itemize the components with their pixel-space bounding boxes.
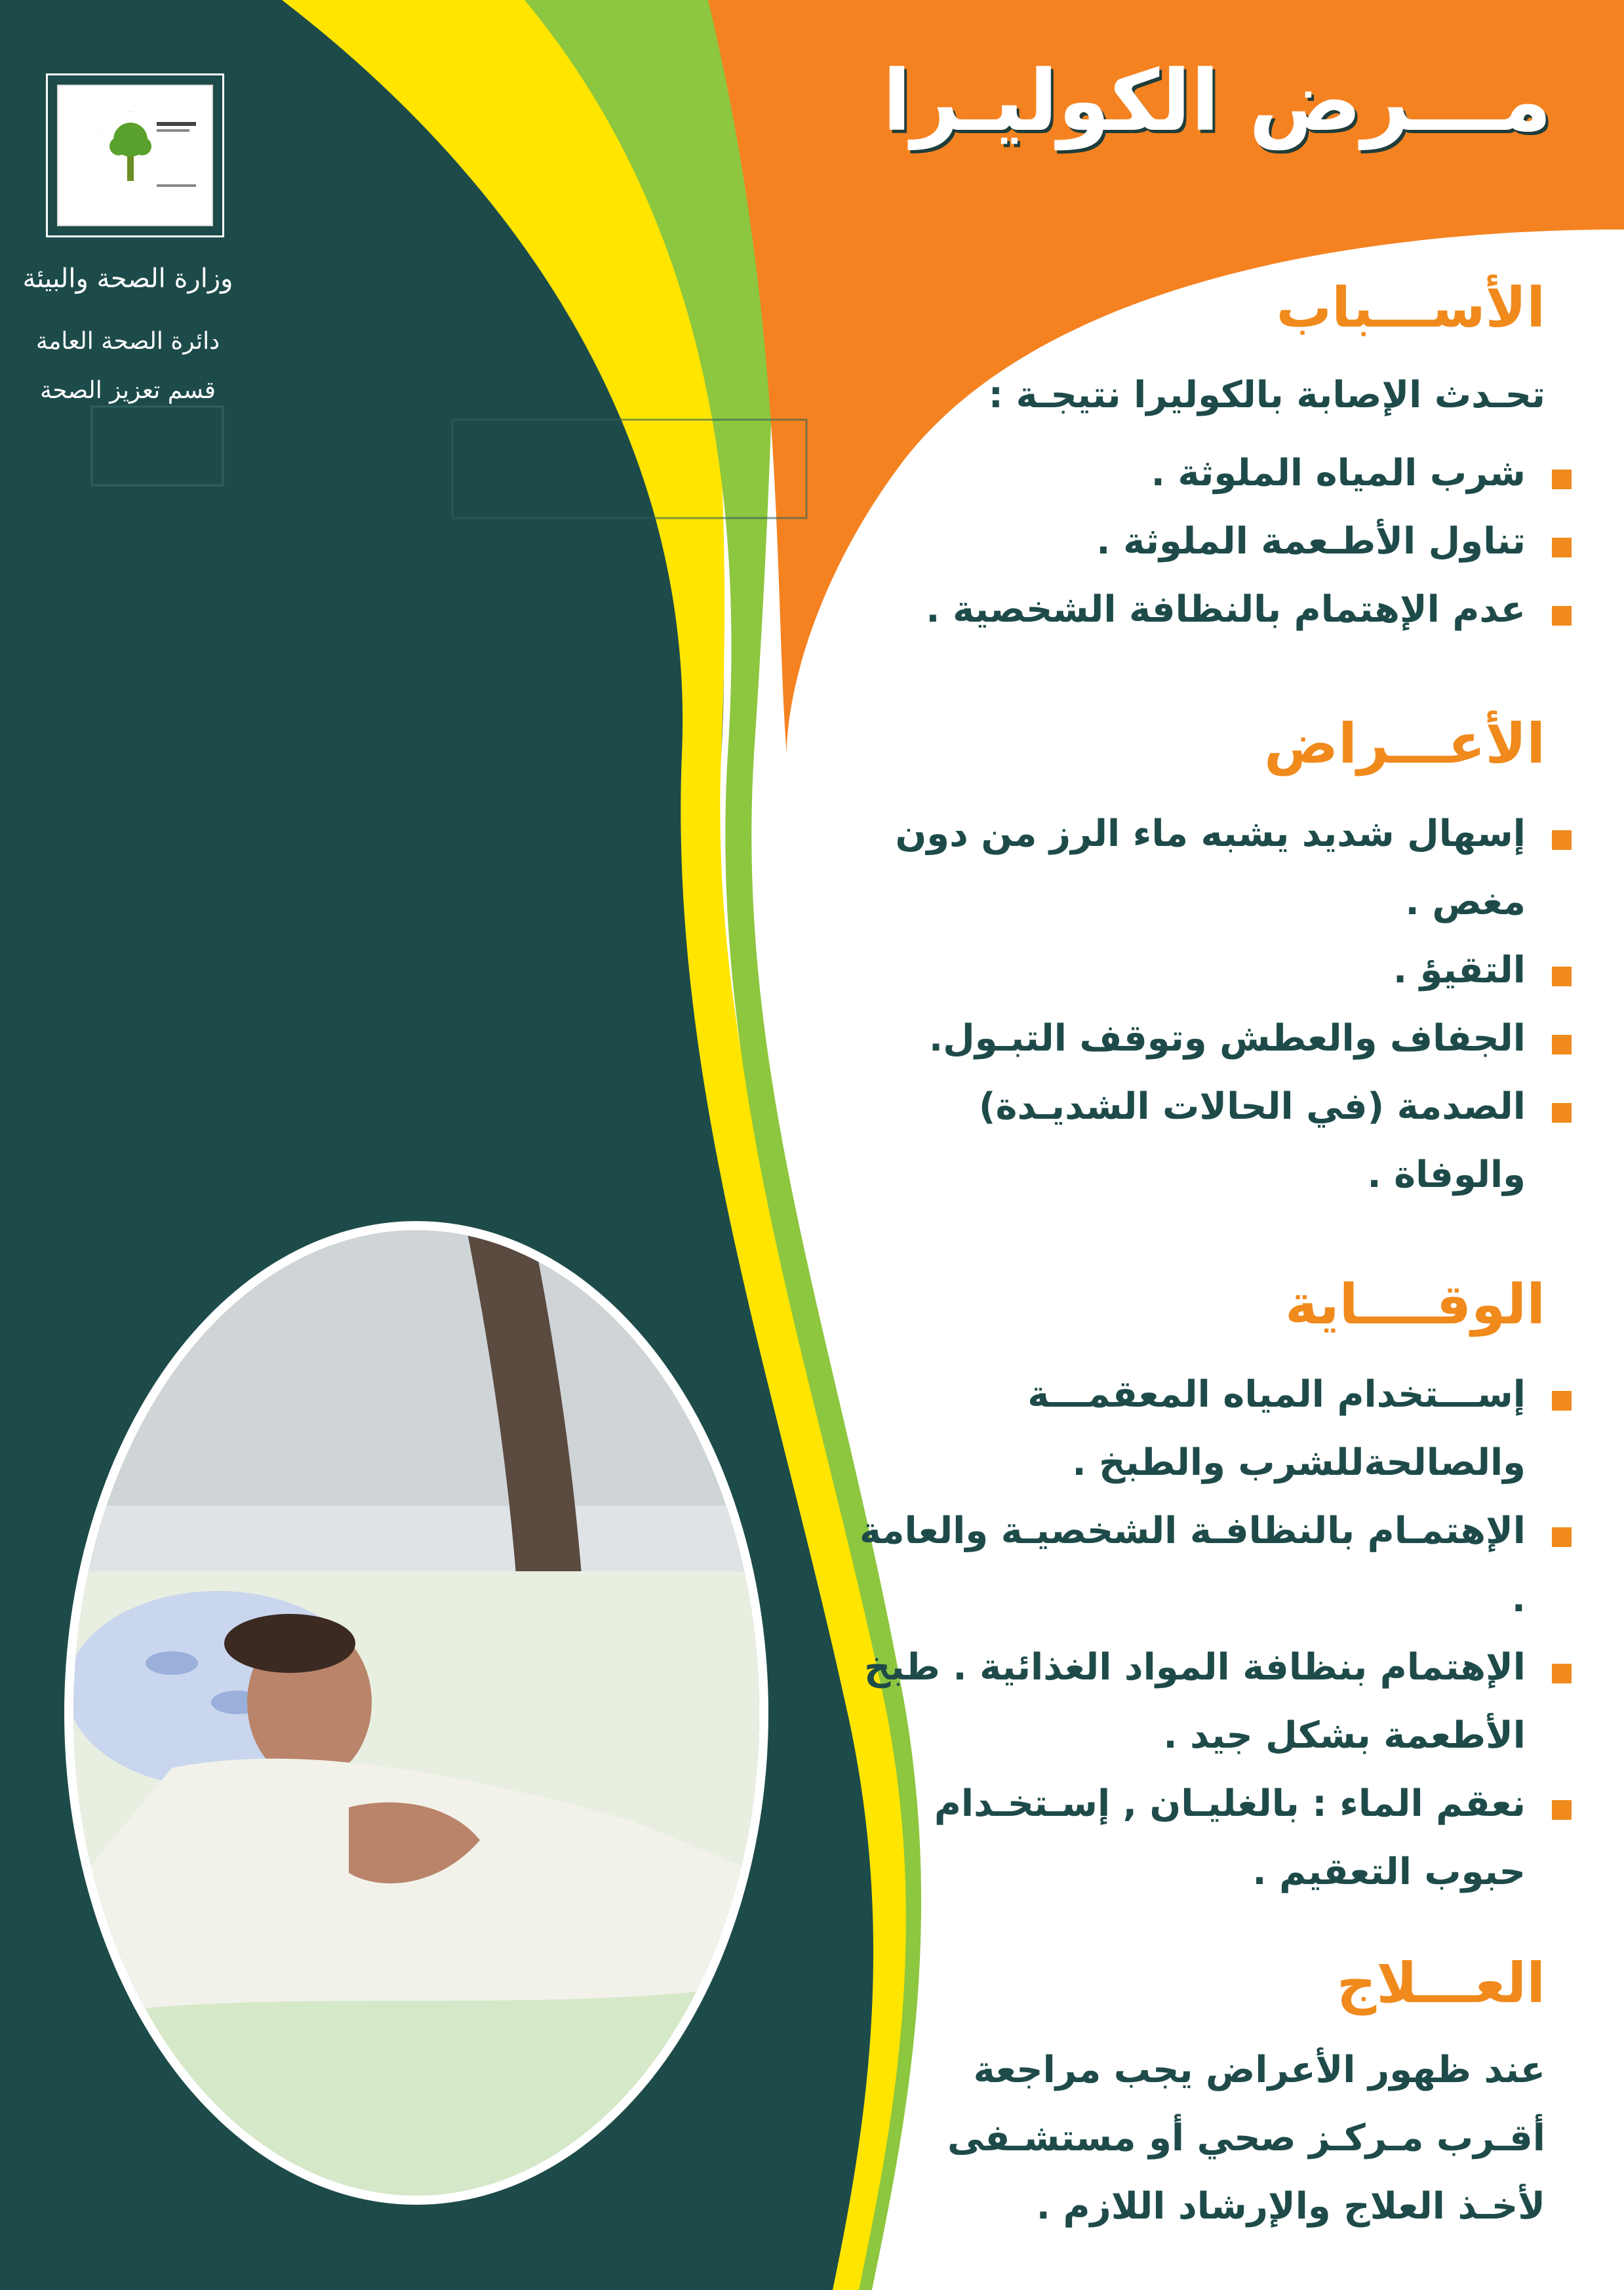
patient-illustration [73, 1230, 759, 2196]
ministry-name: وزارة الصحة والبيئة [22, 264, 233, 294]
causes-list [926, 439, 1526, 644]
list-item: عدم الإهتمام بالنظافة الشخصية . [926, 576, 1526, 644]
prevention-list [857, 1361, 1526, 1906]
list-item: إســـتخدام المياه المعقمـــة والصالحةللشرب والطبخ . [857, 1361, 1526, 1497]
treatment-text: عند ظهور الأعراض يجب مراجعة أقـرب مـركـز صحي أو مستشـفى لأخـذ العلاج والإرشاد اللازم . [947, 2049, 1545, 2228]
department-name: دائرة الصحة العامة [35, 328, 220, 355]
causes-lead: تحـدث الإصابة بالكوليرا نتيجـة : [988, 374, 1545, 416]
logo-frame [57, 85, 213, 226]
treatment-section [890, 2036, 1545, 2241]
list-item: إسهال شديد يشبه ماء الرز من دون مغص . [857, 800, 1526, 936]
prevention-heading: الوقــــاية [1285, 1272, 1545, 1336]
list-item: شرب المياه الملوثة . [926, 439, 1526, 508]
patient-photo [64, 1221, 768, 2205]
symptoms-heading: الأعـــراض [1264, 712, 1545, 776]
causes-section [989, 374, 1545, 416]
list-item: الإهتمـام بالنظافـة الشخصيـة والعامة . [857, 1497, 1526, 1634]
page-title: مـــرض الكوليـرا [882, 52, 1552, 150]
ministry-logo [46, 73, 224, 237]
list-item: نعقم الماء : بالغليـان , إسـتخـدام حبوب التعقيم . [857, 1770, 1526, 1906]
crescent-tree-icon [58, 86, 216, 229]
list-item: الجفاف والعطش وتوقف التبـول. [857, 1005, 1526, 1073]
treatment-heading: العـــلاج [1336, 1951, 1545, 2015]
symptoms-list [857, 800, 1526, 1209]
list-item: تناول الأطـعمة الملوثة . [926, 508, 1526, 576]
section-name: قسم تعزيز الصحة [39, 377, 216, 404]
causes-heading: الأســـباب [1276, 275, 1545, 340]
list-item: الصدمة (في الحالات الشديـدة) والوفاة . [857, 1073, 1526, 1209]
list-item: الإهتمام بنظافة المواد الغذائية . طبخ الأطعمة بشكل جيد . [857, 1634, 1526, 1770]
list-item: التقيؤ . [857, 936, 1526, 1005]
